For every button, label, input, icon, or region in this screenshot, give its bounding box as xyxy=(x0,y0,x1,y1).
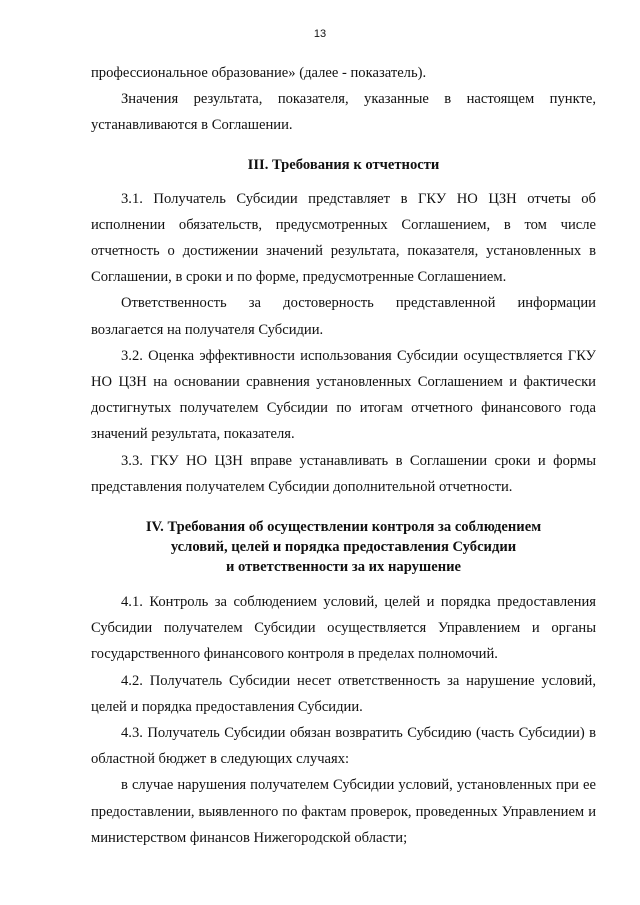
paragraph-result-values: Значения результата, показателя, указанные в настоящем пункте, устанавливаются в Соглашении. xyxy=(91,91,596,134)
paragraph-3-3: 3.3. ГКУ НО ЦЗН вправе устанавливать в Соглашении сроки и формы представления получателем Субсидии дополнительной отчетности. xyxy=(91,452,596,495)
page-number: 13 xyxy=(313,28,327,40)
section-3-heading: III. Требования к отчетности xyxy=(247,156,440,173)
paragraph-continuation: профессиональное образование» (далее - показатель). xyxy=(91,65,427,81)
paragraph-violation-case: в случае нарушения получателем Субсидии условий, установленных при ее предоставлении, выявленного по фактам проверок, проведенных Управлением и министерством финансов Нижегородской области; xyxy=(91,777,596,846)
paragraph-4-2: 4.2. Получатель Субсидии несет ответственность за нарушение условий, целей и порядка предоставления Субсидии. xyxy=(91,672,596,715)
paragraph-3-1: 3.1. Получатель Субсидии представляет в ГКУ НО ЦЗН отчеты об исполнении обязательств, предусмотренных Соглашением, в том числе отчетность о достижении значений результата, показателя, установленных в Соглашении, в сроки и по форме, предусмотренные Соглашением. xyxy=(91,190,596,286)
paragraph-responsibility: Ответственность за достоверность представленной информации возлагается на получателя Субсидии. xyxy=(91,295,596,338)
section-4-heading-line: условий, целей и порядка предоставления Субсидии xyxy=(170,539,517,556)
document-body xyxy=(91,60,596,851)
paragraph-3-2: 3.2. Оценка эффективности использования Субсидии осуществляется ГКУ НО ЦЗН на основании сравнения установленных Соглашением и фактически достигнутых получателем Субсидии по итогам отчетного финансового года значений результата, показателя. xyxy=(91,347,596,443)
section-4-heading xyxy=(91,517,596,577)
paragraph-4-1: 4.1. Контроль за соблюдением условий, целей и порядка предоставления Субсидии получателем Субсидии осуществляется Управлением и органы государственного финансового контроля в пределах полномочий. xyxy=(91,594,596,663)
section-4-heading-line: IV. Требования об осуществлении контроля за соблюдением xyxy=(145,519,542,536)
section-4-heading-line: и ответственности за их нарушение xyxy=(225,559,462,576)
paragraph-4-3: 4.3. Получатель Субсидии обязан возвратить Субсидию (часть Субсидии) в областной бюджет в следующих случаях: xyxy=(91,725,596,768)
